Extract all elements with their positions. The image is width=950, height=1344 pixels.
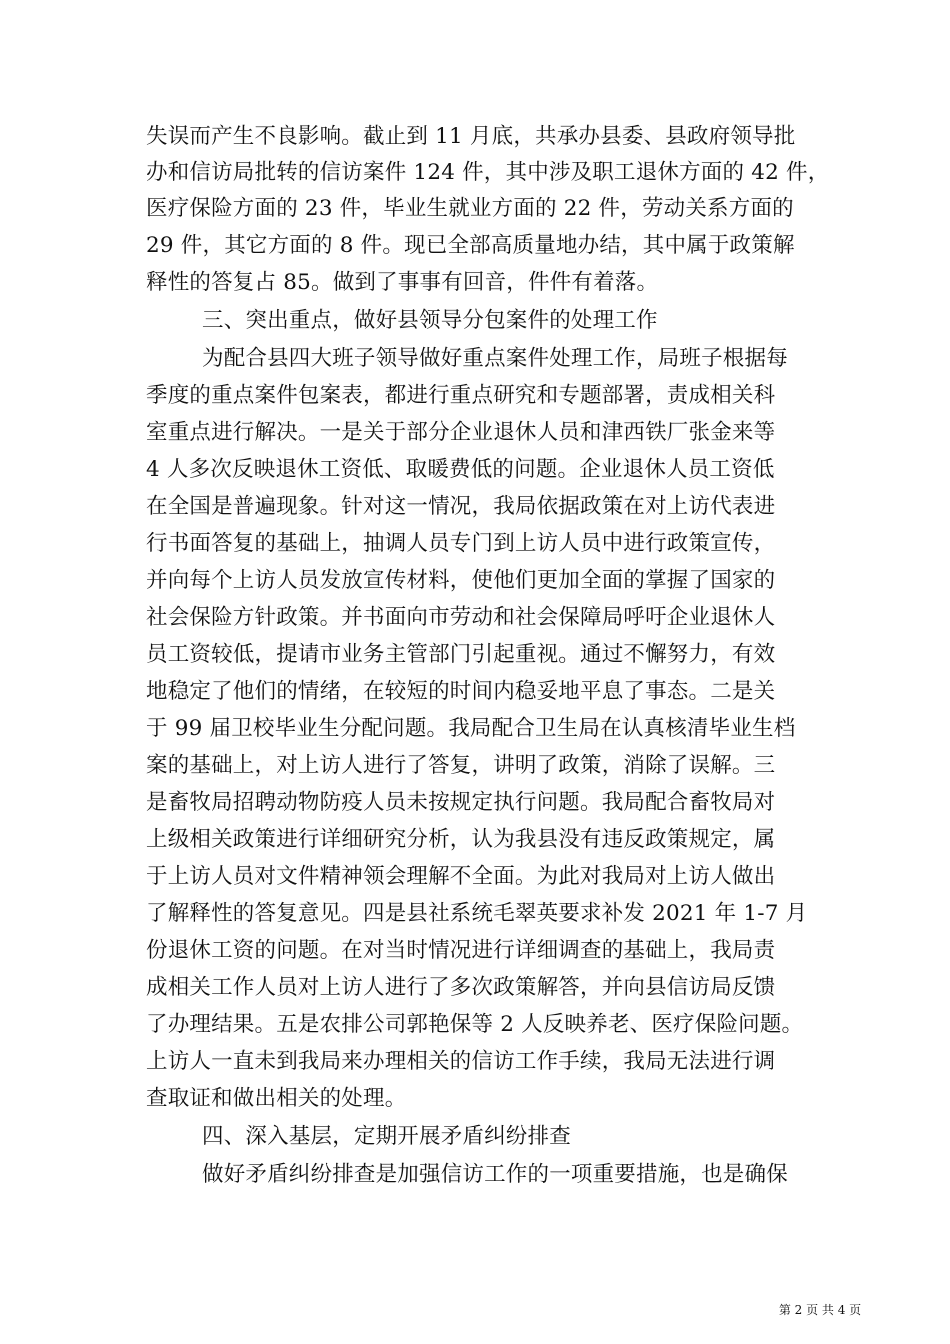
text-line: 室重点进行解决。一是关于部分企业退休人员和津西铁厂张金来等 xyxy=(146,420,776,445)
section-heading: 三、突出重点，做好县领导分包案件的处理工作 xyxy=(202,308,658,333)
text-line: 释性的答复占 85。做到了事事有回音，件件有着落。 xyxy=(146,270,659,295)
text-line: 29 件，其它方面的 8 件。现已全部高质量地办结，其中属于政策解 xyxy=(146,233,795,258)
text-line: 办和信访局批转的信访案件 124 件，其中涉及职工退休方面的 42 件， xyxy=(146,160,830,185)
text-line: 案的基础上，对上访人进行了答复，讲明了政策，消除了误解。三 xyxy=(146,753,776,778)
text-line: 上级相关政策进行详细研究分析，认为我县没有违反政策规定，属 xyxy=(146,827,776,852)
text-line: 了解释性的答复意见。四是县社系统毛翠英要求补发 2021 年 1-7 月 xyxy=(146,901,808,926)
text-line: 于 99 届卫校毕业生分配问题。我局配合卫生局在认真核清毕业生档 xyxy=(146,716,796,741)
text-line: 在全国是普遍现象。针对这一情况，我局依据政策在对上访代表进 xyxy=(146,494,776,519)
text-line: 并向每个上访人员发放宣传材料，使他们更加全面的掌握了国家的 xyxy=(146,568,776,593)
text-line: 行书面答复的基础上，抽调人员专门到上访人员中进行政策宣传， xyxy=(146,531,776,556)
text-line: 员工资较低，提请市业务主管部门引起重视。通过不懈努力，有效 xyxy=(146,642,776,667)
text-line: 做好矛盾纠纷排查是加强信访工作的一项重要措施，也是确保 xyxy=(202,1162,788,1187)
text-line: 了办理结果。五是农排公司郭艳保等 2 人反映养老、医疗保险问题。 xyxy=(146,1012,804,1037)
text-line: 失误而产生不良影响。截止到 11 月底，共承办县委、县政府领导批 xyxy=(146,124,796,149)
text-line: 社会保险方针政策。并书面向市劳动和社会保障局呼吁企业退休人 xyxy=(146,605,776,630)
page-footer xyxy=(0,1302,950,1318)
text-line: 为配合县四大班子领导做好重点案件处理工作，局班子根据每 xyxy=(202,346,788,371)
text-line: 上访人一直未到我局来办理相关的信访工作手续，我局无法进行调 xyxy=(146,1049,776,1074)
text-line: 季度的重点案件包案表，都进行重点研究和专题部署，责成相关科 xyxy=(146,383,776,408)
text-line: 地稳定了他们的情绪，在较短的时间内稳妥地平息了事态。二是关 xyxy=(146,679,776,704)
text-line: 查取证和做出相关的处理。 xyxy=(146,1086,407,1111)
text-line: 于上访人员对文件精神领会理解不全面。为此对我局对上访人做出 xyxy=(146,864,776,889)
text-line: 4 人多次反映退休工资低、取暖费低的问题。企业退休人员工资低 xyxy=(146,457,775,482)
text-line: 医疗保险方面的 23 件，毕业生就业方面的 22 件，劳动关系方面的 xyxy=(146,196,794,221)
text-line: 是畜牧局招聘动物防疫人员未按规定执行问题。我局配合畜牧局对 xyxy=(146,790,776,815)
text-line: 份退休工资的问题。在对当时情况进行详细调查的基础上，我局责 xyxy=(146,938,776,963)
text-line: 成相关工作人员对上访人进行了多次政策解答，并向县信访局反馈 xyxy=(146,975,776,1000)
page-number: 第 2 页 共 4 页 xyxy=(778,1303,862,1317)
section-heading: 四、深入基层，定期开展矛盾纠纷排查 xyxy=(202,1124,571,1149)
